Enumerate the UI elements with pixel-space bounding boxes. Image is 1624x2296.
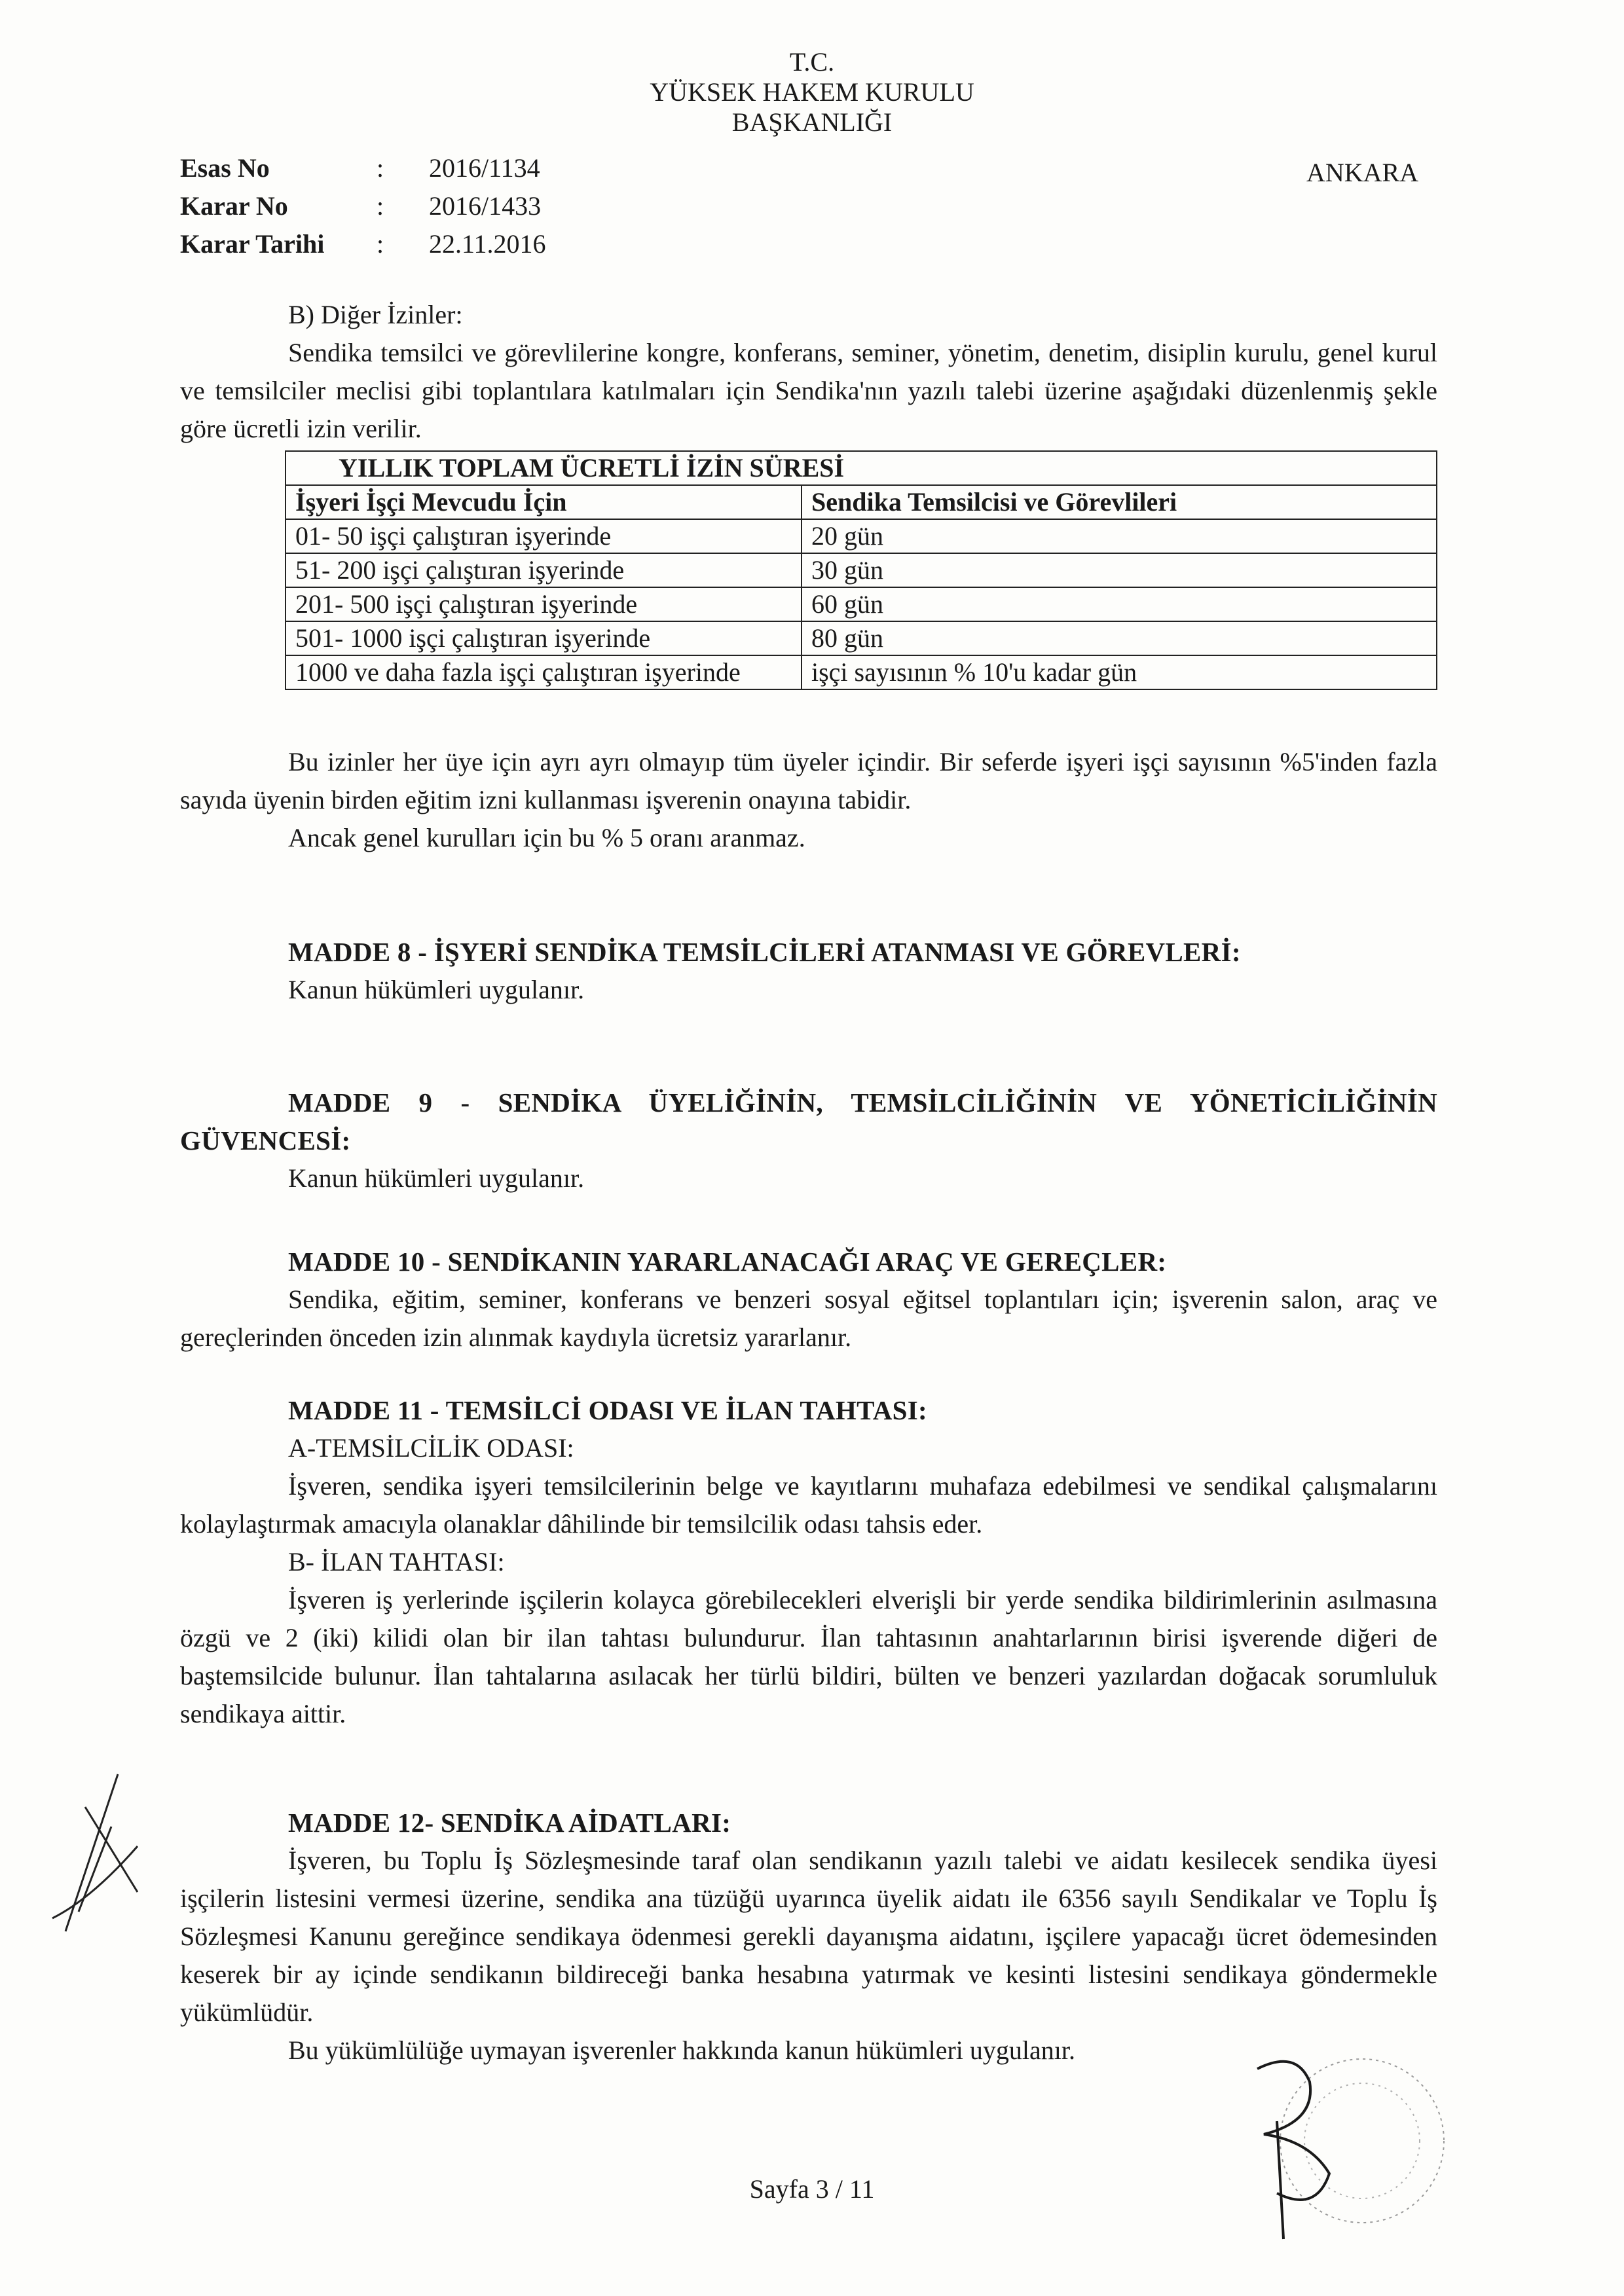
meta-key: Esas No [180, 153, 270, 183]
header-presidency: BAŞKANLIĞI [731, 107, 893, 137]
meta-value: 22.11.2016 [429, 229, 546, 259]
table-cell: 1000 ve daha fazla işçi çalıştıran işyerinde [286, 655, 802, 689]
madde-12-text: İşveren, bu Toplu İş Sözleşmesinde taraf olan sendikanın yazılı talebi ve aidatı kesilecek sendika üyesi işçilerin listesini vermesi üzerine, sendika ana tüzüğü uyarınca üyelik aidatı ile 6356 sayılı Sendikalar ve Toplu İş Sözleşmesi Kanunu gereğince sendikaya ödenmesi gerekli dayanışma aidatını, işçilere yapacağı ücret ödemesinden keserek bir ay içinde sendikanın bildireceği banka hesabına yatırmak ve kesinti listesini sendikaya göndermekle yükümlüdür. [180, 1846, 1437, 2027]
madde-8 [180, 933, 1437, 1009]
meta-colon: : [377, 229, 384, 259]
table-row [286, 553, 1437, 587]
madde-10-text: Sendika, eğitim, seminer, konferans ve benzeri sosyal eğitsel toplantıları için; işverenin salon, araç ve gereçlerinden önceden izin alınmak kaydıyla ücretsiz yararlanır. [180, 1285, 1437, 1352]
section-b-title: B) Diğer İzinler: [288, 300, 463, 329]
leave-table [285, 450, 1437, 690]
madde-11-text-a: İşveren, sendika işyeri temsilcilerinin belge ve kayıtlarını muhafaza edebilmesi ve sendikal çalışmalarını kolaylaştırmak amacıyla olanaklar dâhilinde bir temsilcilik odası tahsis eder. [180, 1471, 1437, 1539]
table-cell: 30 gün [802, 553, 1437, 587]
madde-11-sub-b: B- İLAN TAHTASI: [288, 1547, 505, 1576]
table-cell: 51- 200 işçi çalıştıran işyerinde [286, 553, 802, 587]
header-tc: T.C. [789, 47, 835, 77]
table-cell: 80 gün [802, 621, 1437, 655]
madde-9 [180, 1084, 1437, 1197]
madde-9-text: Kanun hükümleri uygulanır. [288, 1163, 585, 1193]
table-row [286, 519, 1437, 553]
signature-initials [39, 1768, 157, 1938]
madde-8-heading: MADDE 8 - İŞYERİ SENDİKA TEMSİLCİLERİ ATANMASI VE GÖREVLERİ: [288, 937, 1241, 967]
section-b [180, 296, 1437, 448]
madde-11 [180, 1391, 1437, 1733]
official-stamp [1218, 2043, 1480, 2252]
meta-value: 2016/1433 [429, 191, 542, 221]
table-cell: işçi sayısının % 10'u kadar gün [802, 655, 1437, 689]
leave-table-header: İşyeri İşçi Mevcudu İçin [286, 485, 802, 519]
after-table-paragraph: Bu izinler her üye için ayrı ayrı olmayıp tüm üyeler içindir. Bir seferde işyeri işçi sayısının %5'inden fazla sayıda üyenin birden eğitim izni kullanması işverenin onayına tabidir. [180, 747, 1437, 814]
table-row [286, 655, 1437, 689]
header-block [0, 47, 1624, 137]
table-row [286, 621, 1437, 655]
table-cell: 60 gün [802, 587, 1437, 621]
case-meta [180, 149, 546, 263]
table-cell: 501- 1000 işçi çalıştıran işyerinde [286, 621, 802, 655]
section-b-paragraph: Sendika temsilci ve görevlilerine kongre, konferans, seminer, yönetim, denetim, disiplin kurulu, genel kurul ve temsilciler meclisi gibi toplantılara katılmaları için Sendika'nın yazılı talebi üzerine aşağıdaki düzenlenmiş şekle göre ücretli izin verilir. [180, 338, 1437, 443]
meta-colon: : [377, 153, 384, 183]
meta-colon: : [377, 191, 384, 221]
leave-table-title: YILLIK TOPLAM ÜCRETLİ İZİN SÜRESİ [286, 451, 1437, 485]
madde-8-text: Kanun hükümleri uygulanır. [288, 975, 585, 1004]
meta-key: Karar Tarihi [180, 229, 325, 259]
leave-table-header: Sendika Temsilcisi ve Görevlileri [802, 485, 1437, 519]
meta-row-tarih [180, 225, 546, 263]
meta-row-esas [180, 149, 546, 187]
madde-10-heading: MADDE 10 - SENDİKANIN YARARLANACAĞI ARAÇ VE GEREÇLER: [288, 1247, 1167, 1277]
table-cell: 01- 50 işçi çalıştıran işyerinde [286, 519, 802, 553]
meta-key: Karar No [180, 191, 288, 221]
madde-12-note: Bu yükümlülüğe uymayan işverenler hakkında kanun hükümleri uygulanır. [288, 2035, 1075, 2065]
table-cell: 201- 500 işçi çalıştıran işyerinde [286, 587, 802, 621]
table-row [286, 587, 1437, 621]
madde-10 [180, 1243, 1437, 1357]
madde-11-sub-a: A-TEMSİLCİLİK ODASI: [288, 1433, 574, 1463]
madde-12-heading: MADDE 12- SENDİKA AİDATLARI: [288, 1808, 731, 1838]
header-institution: YÜKSEK HAKEM KURULU [650, 77, 974, 107]
table-cell: 20 gün [802, 519, 1437, 553]
after-table [180, 743, 1437, 857]
madde-11-heading: MADDE 11 - TEMSİLCİ ODASI VE İLAN TAHTASI: [288, 1395, 927, 1425]
page-number: Sayfa 3 / 11 [749, 2174, 875, 2204]
meta-row-karar [180, 187, 546, 225]
header-city: ANKARA [1306, 158, 1419, 187]
madde-12 [180, 1804, 1437, 2069]
meta-value: 2016/1134 [429, 153, 540, 183]
madde-11-text-b: İşveren iş yerlerinde işçilerin kolayca görebilecekleri elverişli bir yerde sendika bildirimlerinin asılmasına özgü ve 2 (iki) kilidi olan bir ilan tahtası bulundurur. İlan tahtasının anahtarlarının birisi işverende diğeri de baştemsilcide bulunur. İlan tahtalarına asılacak her türlü bildiri, bülten ve benzeri yazılardan doğacak sorumluluk sendikaya aittir. [180, 1585, 1437, 1728]
madde-9-heading: MADDE 9 - SENDİKA ÜYELİĞİNİN, TEMSİLCİLİĞİNİN VE YÖNETİCİLİĞİNİN GÜVENCESİ: [180, 1087, 1437, 1156]
after-table-note: Ancak genel kurulları için bu % 5 oranı aranmaz. [288, 823, 805, 852]
